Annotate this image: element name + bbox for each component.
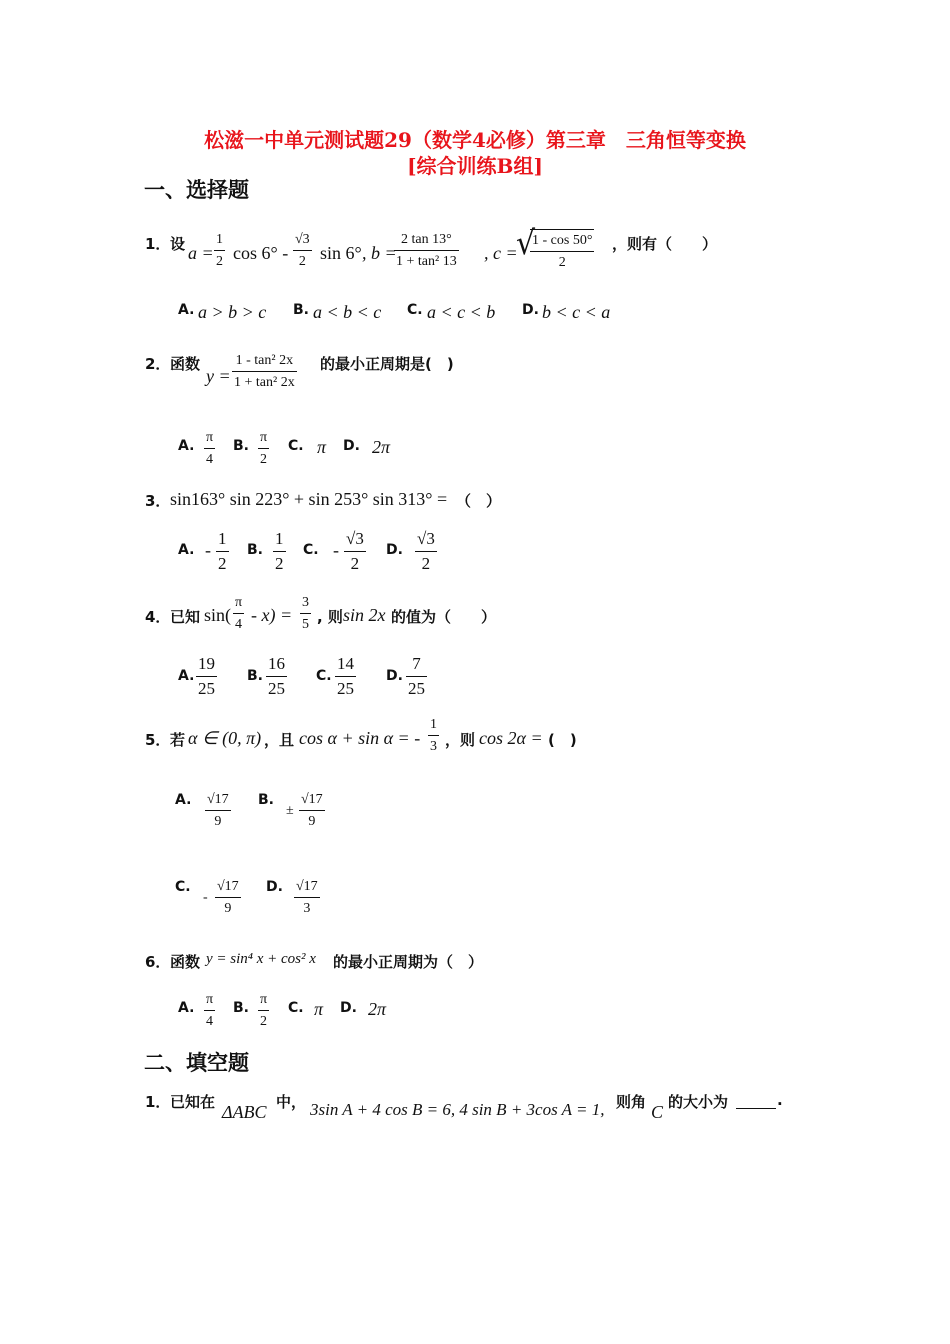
option-expr-d: 2π	[372, 437, 391, 457]
expr-b-prefix: , b =	[362, 243, 397, 263]
fraction-a-2: $\frac{√3}{2}$	[293, 229, 312, 272]
expr-a: α ∈ (0, π)	[188, 728, 262, 748]
question-tail: （ ）	[456, 492, 502, 510]
expr-a-prefix: a =	[188, 243, 214, 263]
option-label-c: C.	[316, 668, 332, 684]
option-label-c: C.	[407, 302, 423, 318]
option-fraction-d: $\frac{√17}{3}$	[294, 876, 320, 919]
sqrt-icon: √	[516, 224, 536, 263]
question-lead: 若	[170, 731, 186, 749]
option-label-b: B.	[293, 302, 309, 318]
option-expr-a: a > b > c	[198, 302, 267, 322]
option-sign-c: -	[203, 890, 208, 905]
expr-b: - x) =	[251, 605, 293, 625]
question-lead: 已知在	[170, 1093, 216, 1111]
option-expr-c: π	[314, 999, 324, 1019]
question-number: 4．	[145, 608, 171, 626]
option-expr-d: 2π	[368, 999, 387, 1019]
option-label-b: B.	[247, 542, 263, 558]
fraction-main: $\frac{1}{3}$	[428, 714, 439, 757]
question-tail: ( )	[548, 731, 577, 749]
option-fraction-a: $\frac{1}{2}$	[218, 529, 227, 573]
question-mid-2: 则角	[616, 1093, 647, 1111]
expr-b: 3sin A + 4 cos B = 6, 4 sin B + 3cos A = 1,	[310, 1100, 605, 1119]
option-fraction-b: $\frac{\pi}{2}$	[258, 427, 269, 470]
option-fraction-c: $\frac{√3}{2}$	[346, 529, 364, 573]
question-lead: 已知	[170, 608, 201, 626]
question-number: 5．	[145, 731, 171, 749]
option-fraction-a: $\frac{\pi}{4}$	[204, 427, 215, 470]
fraction-2: $\frac{3}{5}$	[300, 592, 311, 635]
expr-b: cos α + sin α = -	[299, 728, 421, 748]
option-label-b: B.	[233, 1000, 249, 1016]
fraction-main: $\frac{\text{1 - tan² 2x}}{\text{1 + tan² 2x}}$	[232, 350, 297, 393]
question-expr: y = sin⁴ x + cos² x	[206, 951, 316, 967]
option-label-a: A.	[178, 438, 195, 454]
option-fraction-b: $\frac{1}{2}$	[275, 529, 284, 573]
option-fraction-b: $\frac{√17}{9}$	[299, 789, 325, 832]
question-end: .	[777, 1091, 783, 1109]
option-fraction-c: $\frac{√17}{9}$	[215, 876, 241, 919]
option-label-c: C.	[303, 542, 319, 558]
option-sign-b: ±	[286, 803, 294, 818]
expr-c: cos 2α =	[479, 728, 543, 748]
fraction-1: $\frac{\pi}{4}$	[233, 592, 244, 635]
option-label-c: C.	[288, 438, 304, 454]
question-number: 3．	[145, 492, 171, 510]
option-fraction-a: $\frac{\pi}{4}$	[204, 989, 215, 1032]
option-sign-a: -	[205, 540, 211, 560]
option-label-d: D.	[386, 542, 403, 558]
option-label-a: A.	[178, 668, 195, 684]
fraction-b: $\frac{2 \tan 13^\circ}{\text{1 + tan² 13}}$	[394, 229, 459, 272]
expr-a-term2: sin 6°	[320, 243, 362, 263]
expr-a: sin(	[204, 605, 231, 625]
option-label-c: C.	[288, 1000, 304, 1016]
option-label-b: B.	[258, 792, 274, 808]
question-number: 6．	[145, 953, 171, 971]
expr-a-term1: cos 6° -	[233, 243, 289, 263]
option-label-d: D.	[343, 438, 360, 454]
expr-c: sin 2x	[343, 605, 386, 625]
fraction-c: $\frac{1 - \cos 50^\circ}{2}$	[530, 229, 594, 273]
option-label-a: A.	[178, 1000, 195, 1016]
option-fraction-b: $\frac{16}{25}$	[268, 654, 285, 698]
question-mid-2: ，则	[445, 731, 476, 749]
question-mid-1: ，且	[264, 731, 295, 749]
option-label-d: D.	[340, 1000, 357, 1016]
expr-c-prefix: , c =	[484, 243, 518, 263]
answer-blank[interactable]	[736, 1094, 776, 1109]
section-heading-choice: 一、选择题	[144, 177, 249, 202]
question-number: 1．	[145, 1093, 171, 1111]
option-label-d: D.	[266, 879, 283, 895]
question-tail: 的大小为	[668, 1093, 729, 1111]
option-label-a: A.	[175, 792, 192, 808]
option-fraction-c: $\frac{14}{25}$	[337, 654, 354, 698]
option-expr-b: a < b < c	[313, 302, 382, 322]
option-label-c: C.	[175, 879, 191, 895]
expr-c: C	[651, 1102, 664, 1122]
question-number: 1．	[145, 235, 171, 253]
page-title: 松滋一中单元测试题29（数学4必修）第三章 三角恒等变换	[204, 128, 746, 152]
question-number: 2．	[145, 355, 171, 373]
option-expr-c: a < c < b	[427, 302, 496, 322]
option-fraction-d: $\frac{7}{25}$	[408, 654, 425, 698]
question-tail: 的最小正周期是( )	[320, 355, 454, 373]
question-tail: 的最小正周期为（ ）	[333, 953, 484, 971]
question-mid: , 则	[317, 608, 343, 626]
option-sign-c: -	[333, 540, 339, 560]
option-expr-d: b < c < a	[542, 302, 611, 322]
question-tail: 的值为（ ）	[391, 608, 497, 626]
option-fraction-d: $\frac{√3}{2}$	[417, 529, 435, 573]
question-mid-1: 中，	[276, 1093, 307, 1111]
option-fraction-a: $\frac{19}{25}$	[198, 654, 215, 698]
page-subtitle: [综合训练B组]	[407, 154, 543, 178]
fraction-a-1: $\frac{1}{2}$	[214, 229, 225, 272]
question-tail: ，则有（ ）	[612, 235, 718, 253]
option-fraction-b: $\frac{\pi}{2}$	[258, 989, 269, 1032]
expr-a: ΔABC	[222, 1102, 267, 1122]
section-heading-fill: 二、填空题	[144, 1050, 249, 1075]
option-expr-c: π	[317, 437, 327, 457]
option-label-b: B.	[247, 668, 263, 684]
question-lead: 函数	[170, 953, 201, 971]
option-label-b: B.	[233, 438, 249, 454]
question-expr: sin163° sin 223° + sin 253° sin 313° =	[170, 489, 448, 509]
option-label-a: A.	[178, 302, 195, 318]
question-lead: 函数	[170, 355, 201, 373]
question-lead: 设	[170, 235, 186, 253]
option-fraction-a: $\frac{√17}{9}$	[205, 789, 231, 832]
option-label-a: A.	[178, 542, 195, 558]
option-label-d: D.	[386, 668, 403, 684]
option-label-d: D.	[522, 302, 539, 318]
expr-prefix: y =	[206, 366, 231, 386]
